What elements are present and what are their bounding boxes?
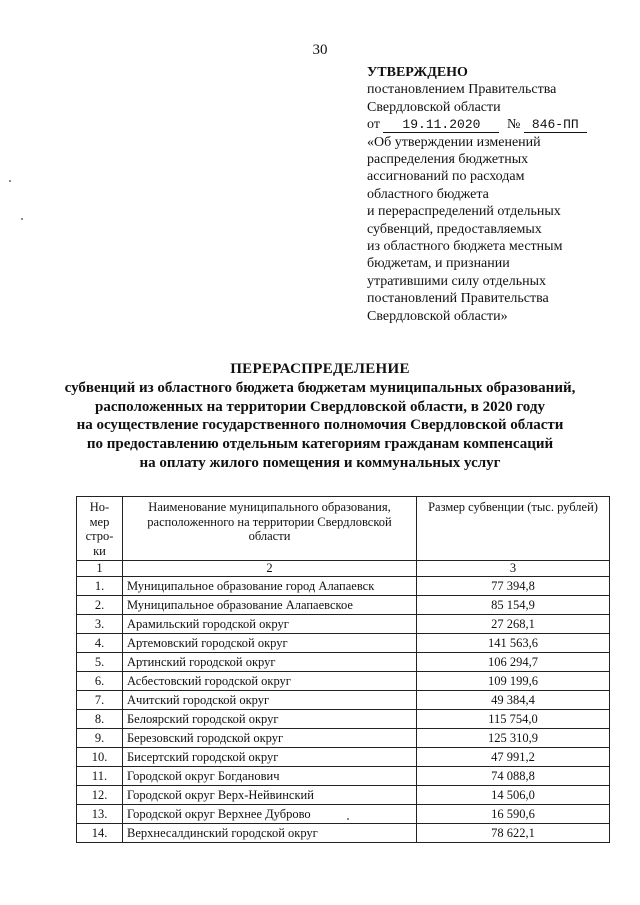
title-line: по предоставлению отдельным категориям гражданам компенсаций [86,436,554,453]
approval-heading: УТВЕРЖДЕНО [367,65,468,80]
approval-line: постановлением Правительства [367,82,557,98]
from-label: от [367,117,380,133]
municipality-name: Бисертский городской округ [123,748,417,767]
resolution-line: утратившими силу отдельных [367,273,547,289]
municipality-name: Муниципальное образование город Алапаевск [123,577,417,596]
table-row [77,634,610,653]
subsidy-amount: 109 199,6 [417,672,610,691]
subsidy-amount: 49 384,4 [417,691,610,710]
municipality-name: Артемовский городской округ [123,634,417,653]
municipality-name: Белоярский городской округ [123,710,417,729]
resolution-line: распределения бюджетных [367,152,529,168]
row-number: 14. [77,824,123,843]
subsidy-table [76,496,610,843]
table-row [77,767,610,786]
column-number: 3 [417,561,610,577]
municipality-name: Городской округ Богданович [123,767,417,786]
resolution-line: ассигнований по расходам [367,169,525,185]
document-title [30,360,610,473]
row-number: 6. [77,672,123,691]
table-row [77,672,610,691]
row-number: 13. [77,805,123,824]
subsidy-amount: 16 590,6 [417,805,610,824]
subsidy-amount: 115 754,0 [417,710,610,729]
subsidy-amount: 125 310,9 [417,729,610,748]
resolution-line: постановлений Правительства [367,291,549,307]
table-row [77,729,610,748]
municipality-name: Муниципальное образование Алапаевское [123,596,417,615]
scan-speck [9,180,11,182]
page-number: 30 [312,42,328,58]
table-header-row [77,497,610,561]
subsidy-amount: 27 268,1 [417,615,610,634]
title-line: на оплату жилого помещения и коммунальных услуг [139,454,501,471]
resolution-line: субвенций, предоставляемых [367,221,542,237]
column-number: 1 [77,561,123,577]
row-number: 1. [77,577,123,596]
resolution-line: «Об утверждении изменений [367,134,541,150]
title-line: расположенных на территории Свердловской области, в 2020 году [95,398,545,415]
title-line: субвенций из областного бюджета бюджетам муниципальных образований, [64,379,576,396]
subsidy-amount: 141 563,6 [417,634,610,653]
subsidy-amount: 78 622,1 [417,824,610,843]
table-row [77,691,610,710]
row-number: 8. [77,710,123,729]
number-label: № [506,117,521,133]
table-row [77,824,610,843]
subsidy-amount: 47 991,2 [417,748,610,767]
row-number: 5. [77,653,123,672]
row-number: 2. [77,596,123,615]
resolution-line: Свердловской области» [367,308,508,324]
resolution-line: из областного бюджета местным [367,239,563,255]
table-row [77,805,610,824]
municipality-name: Городской округ Верхнее Дуброво [123,805,417,824]
resolution-line: областного бюджета [367,186,489,202]
municipality-name: Верхнесалдинский городской округ [123,824,417,843]
table-body [77,561,610,843]
table-row [77,786,610,805]
approval-date: 19.11.2020 [383,118,499,133]
title-main: ПЕРЕРАСПРЕДЕЛЕНИЕ [230,361,410,377]
subsidy-amount: 85 154,9 [417,596,610,615]
table-row [77,710,610,729]
approval-line: Свердловской области [367,99,501,115]
table-row [77,577,610,596]
row-number: 11. [77,767,123,786]
subsidy-amount: 77 394,8 [417,577,610,596]
header-amount: Размер субвенции (тыс. рублей) [417,497,610,561]
subsidy-amount: 106 294,7 [417,653,610,672]
row-number: 9. [77,729,123,748]
column-number: 2 [123,561,417,577]
subsidy-amount: 74 088,8 [417,767,610,786]
title-line: на осуществление государственного полномочия Свердловской области [76,417,564,434]
municipality-name: Городской округ Верх-Нейвинский [123,786,417,805]
table-row [77,615,610,634]
row-number: 12. [77,786,123,805]
row-number: 4. [77,634,123,653]
scan-speck [21,218,23,220]
subsidy-amount: 14 506,0 [417,786,610,805]
municipality-name: Асбестовский городской округ [123,672,417,691]
row-number: 7. [77,691,123,710]
row-number: 10. [77,748,123,767]
municipality-name: Ачитский городской округ [123,691,417,710]
resolution-line: бюджетам, и признании [367,256,510,272]
scan-speck [347,818,349,820]
table-row [77,596,610,615]
municipality-name: Березовский городской округ [123,729,417,748]
municipality-name: Арамильский городской округ [123,615,417,634]
table-row [77,653,610,672]
approval-block [367,64,627,325]
row-number: 3. [77,615,123,634]
table-row [77,748,610,767]
approval-number: 846-ПП [524,118,587,133]
approval-date-row [367,116,627,133]
municipality-name: Артинский городской округ [123,653,417,672]
header-row-number: Но-мер стро-ки [77,497,123,561]
column-number-row [77,561,610,577]
resolution-line: и перераспределений отдельных [367,204,561,220]
header-municipality: Наименование муниципального образования, расположенного на территории Свердловской области [123,497,417,561]
